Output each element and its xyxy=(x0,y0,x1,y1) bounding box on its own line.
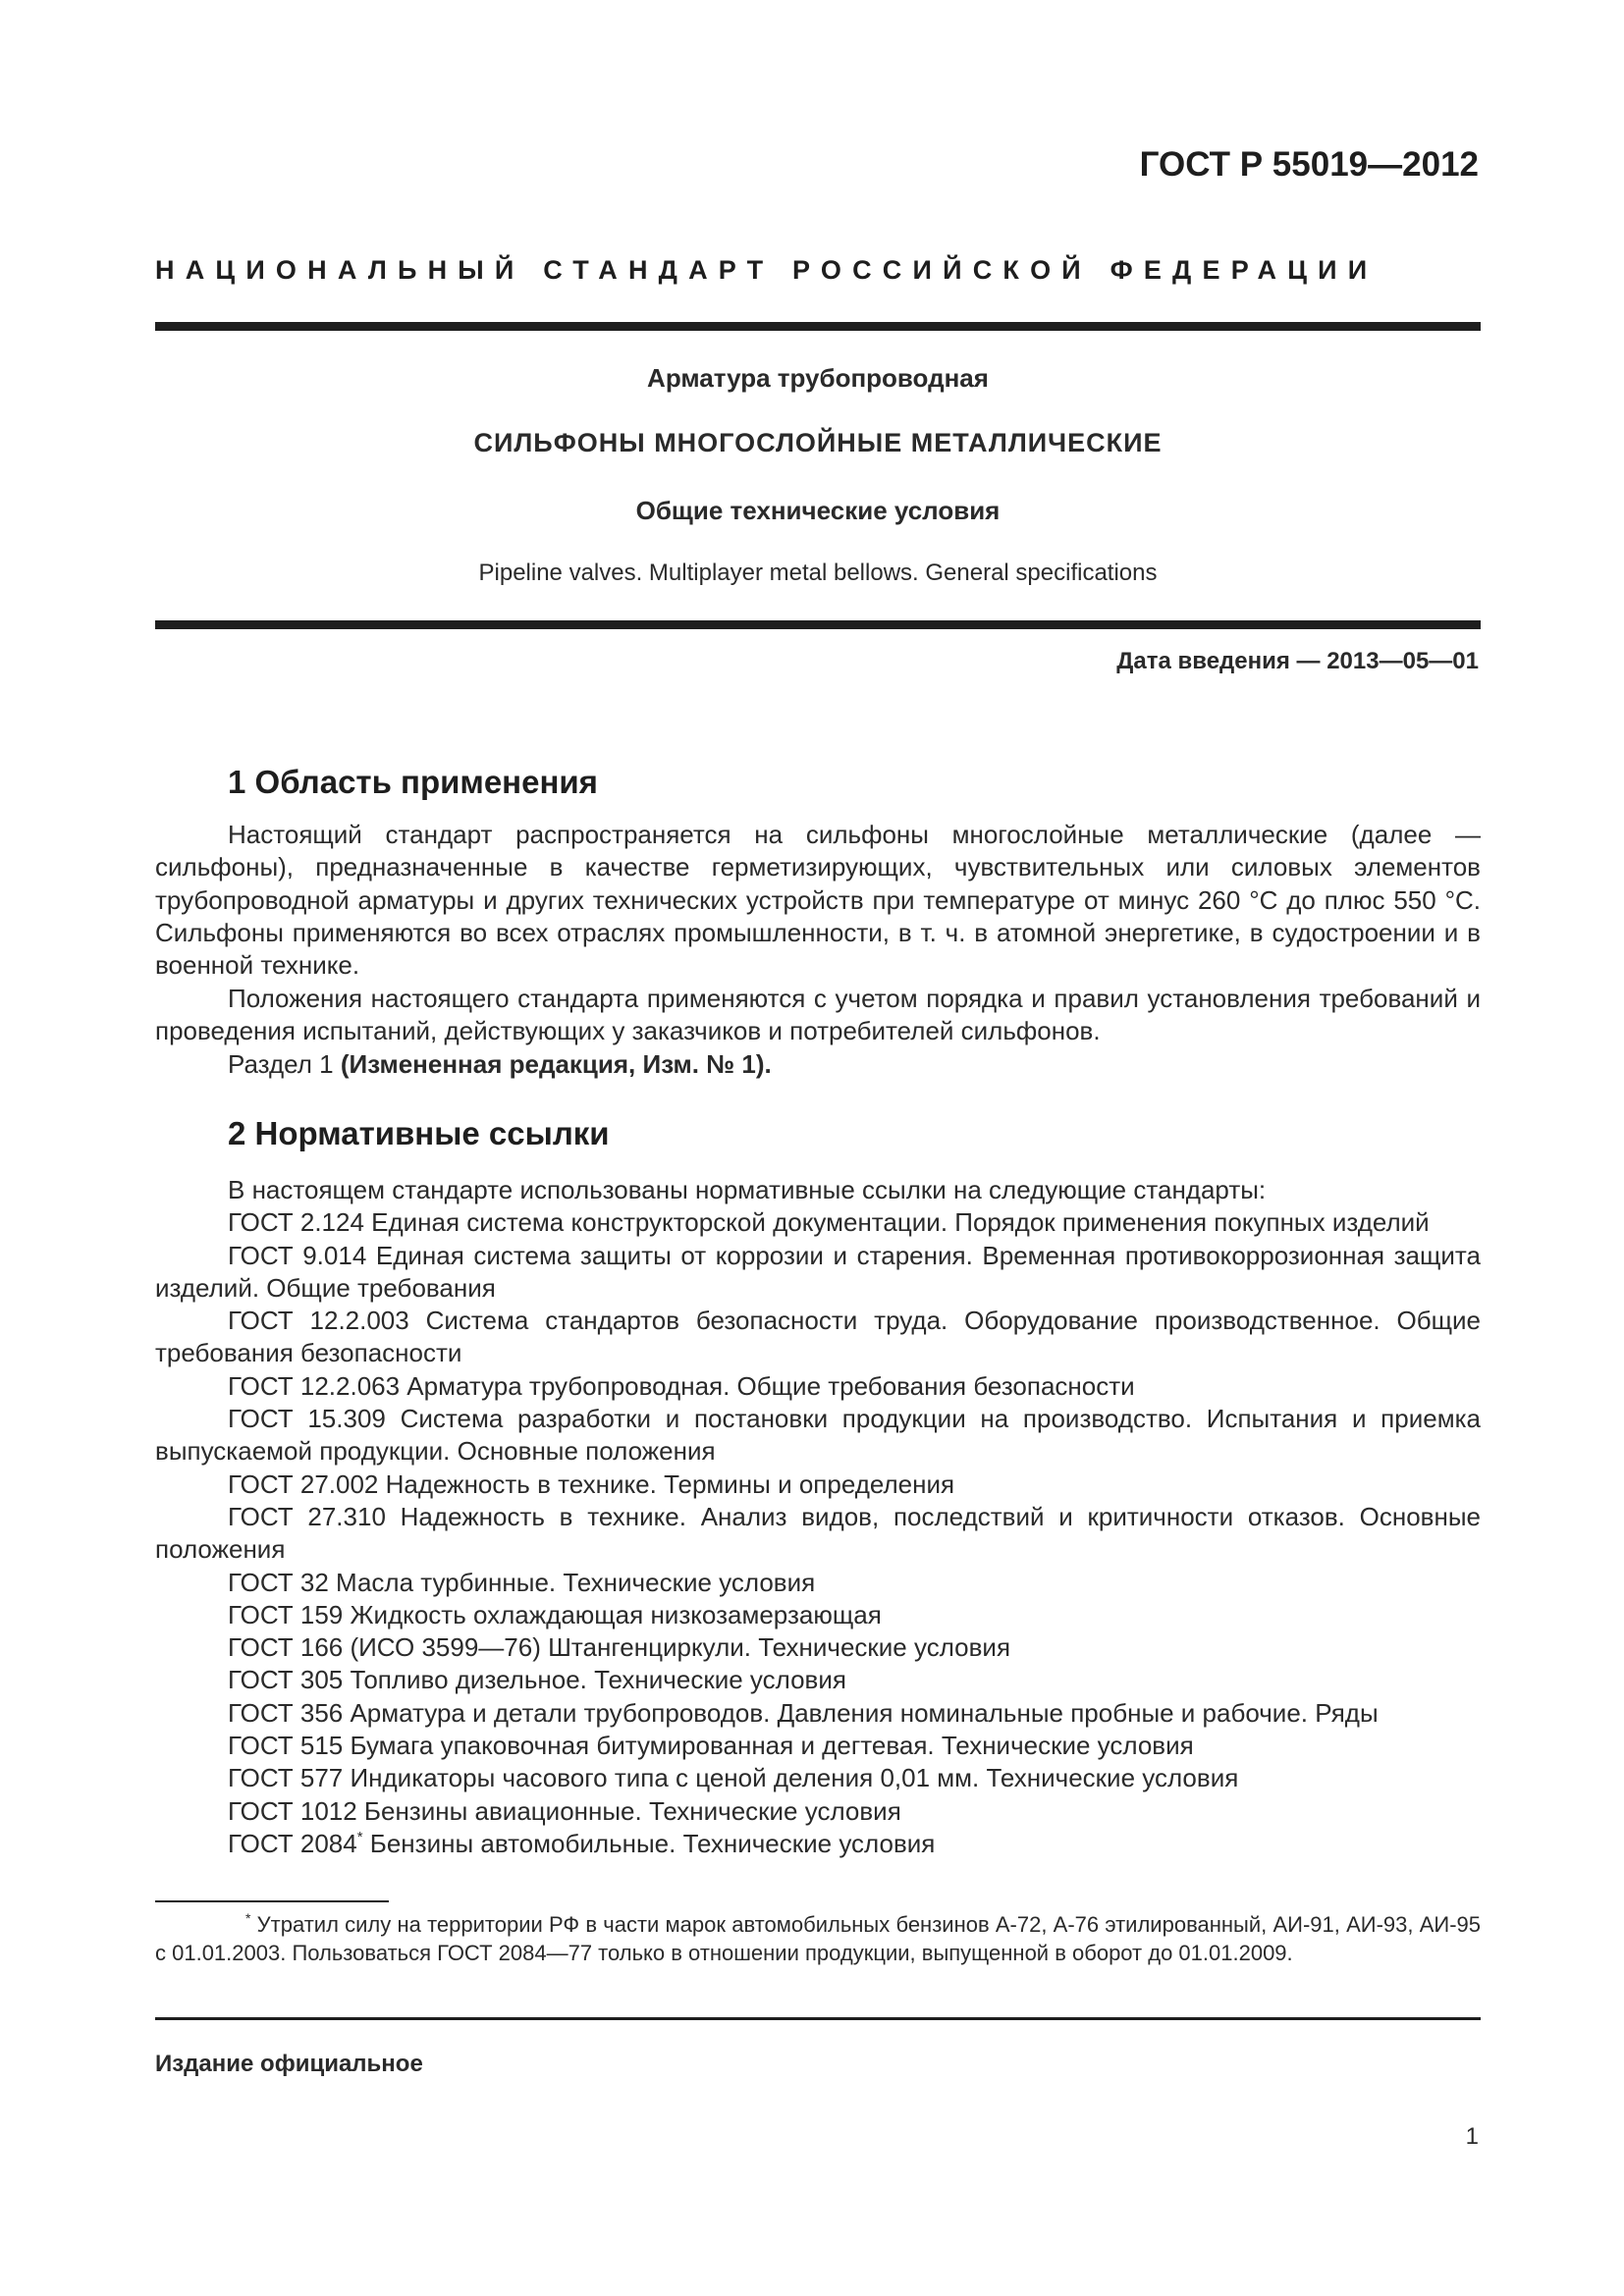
references-intro: В настоящем стандарте использованы нормативные ссылки на следующие стандарты: xyxy=(228,1175,1267,1204)
section-1-paragraph-1: Настоящий стандарт распространяется на сильфоны многослойные металлические (далее — сильфоны), предназначенные в качестве герметизирующих, чувствительных или силовых элементов трубопроводной арматуры и других технических устройств при температуре от минус 260 °С до плюс 550 °С. Сильфоны применяются во всех отраслях промышленности, в т. ч. в атомной энергетике, в судостроении и в военной технике. xyxy=(155,820,1481,981)
reference-item: ГОСТ 15.309 Система разработки и постановки продукции на производство. Испытания и приемка выпускаемой продукции. Основные положения xyxy=(155,1404,1481,1467)
section-1-paragraph-2: Положения настоящего стандарта применяются с учетом порядка и правил установления требований и проведения испытаний, действующих у заказчиков и потребителей сильфонов. xyxy=(155,984,1481,1046)
footnote xyxy=(155,1910,1481,1967)
reference-item: ГОСТ 12.2.063 Арматура трубопроводная. Общие требования безопасности xyxy=(228,1370,1135,1401)
reference-item: ГОСТ 166 (ИСО 3599—76) Штангенциркули. Технические условия xyxy=(228,1632,1011,1663)
reference-item: ГОСТ 159 Жидкость охлаждающая низкозамерзающая xyxy=(228,1599,882,1629)
footnote-text: Утратил силу на территории РФ в части марок автомобильных бензинов А-72, А-76 этилированный, АИ-91, АИ-93, АИ-95 с 01.01.2003. Пользоваться ГОСТ 2084—77 только в отношении продукции, выпущенной в оборот до 01.01.2009. xyxy=(155,1912,1481,1965)
footnote-mark: * xyxy=(245,1910,251,1926)
footer-rule xyxy=(155,2017,1481,2020)
section-2-heading: 2 Нормативные ссылки xyxy=(228,1115,610,1151)
national-standard-banner: НАЦИОНАЛЬНЫЙ СТАНДАРТ РОССИЙСКОЙ ФЕДЕРАЦИИ xyxy=(155,255,1379,285)
reference-item: ГОСТ 9.014 Единая система защиты от коррозии и старения. Временная противокоррозионная защита изделий. Общие требования xyxy=(155,1240,1481,1303)
section-1-heading: 1 Область применения xyxy=(228,764,598,800)
amendment-bold: (Измененная редакция, Изм. № 1). xyxy=(340,1049,772,1079)
reference-item-footnoted xyxy=(155,1828,1481,1860)
title-group: Арматура трубопроводная xyxy=(647,363,989,393)
reference-item: ГОСТ 356 Арматура и детали трубопроводов. Давления номинальные пробные и рабочие. Ряды xyxy=(228,1697,1379,1728)
reference-item: ГОСТ 2.124 Единая система конструкторской документации. Порядок применения покупных изделий xyxy=(228,1207,1430,1238)
header-rule xyxy=(155,322,1481,331)
amendment-prefix: Раздел 1 xyxy=(228,1049,334,1079)
normative-references-list xyxy=(155,1174,1481,1860)
footnote-divider xyxy=(155,1900,389,1902)
title-main: СИЛЬФОНЫ МНОГОСЛОЙНЫЕ МЕТАЛЛИЧЕСКИЕ xyxy=(473,428,1163,457)
reference-item: ГОСТ 32 Масла турбинные. Технические условия xyxy=(228,1567,816,1597)
reference-item: ГОСТ 305 Топливо дизельное. Технические условия xyxy=(228,1665,846,1695)
reference-item: ГОСТ 1012 Бензины авиационные. Технические условия xyxy=(228,1795,901,1826)
standard-code: ГОСТ Р 55019—2012 xyxy=(1139,145,1479,184)
section-1-amendment-note xyxy=(155,1048,1481,1081)
reference-item: ГОСТ 27.310 Надежность в технике. Анализ видов, последствий и критичности отказов. Основные положения xyxy=(155,1501,1481,1565)
title-english: Pipeline valves. Multiplayer metal bellows. General specifications xyxy=(478,560,1158,586)
introduction-date: Дата введения — 2013—05—01 xyxy=(1116,648,1479,674)
official-edition-label: Издание официальное xyxy=(155,2051,423,2077)
title-rule xyxy=(155,620,1481,629)
page-number: 1 xyxy=(1465,2123,1479,2150)
reference-text: Бензины автомобильные. Технические условия xyxy=(362,1828,936,1858)
reference-item: ГОСТ 12.2.003 Система стандартов безопасности труда. Оборудование производственное. Общие требования безопасности xyxy=(155,1306,1481,1368)
title-subtitle: Общие технические условия xyxy=(635,496,1001,525)
reference-item: ГОСТ 515 Бумага упаковочная битумированная и дегтевая. Технические условия xyxy=(228,1731,1194,1761)
reference-code: ГОСТ 2084 xyxy=(228,1828,357,1858)
footnote-marker: * xyxy=(356,1828,363,1845)
reference-item: ГОСТ 577 Индикаторы часового типа с ценой деления 0,01 мм. Технические условия xyxy=(228,1763,1239,1793)
reference-item: ГОСТ 27.002 Надежность в технике. Термины и определения xyxy=(228,1468,955,1499)
